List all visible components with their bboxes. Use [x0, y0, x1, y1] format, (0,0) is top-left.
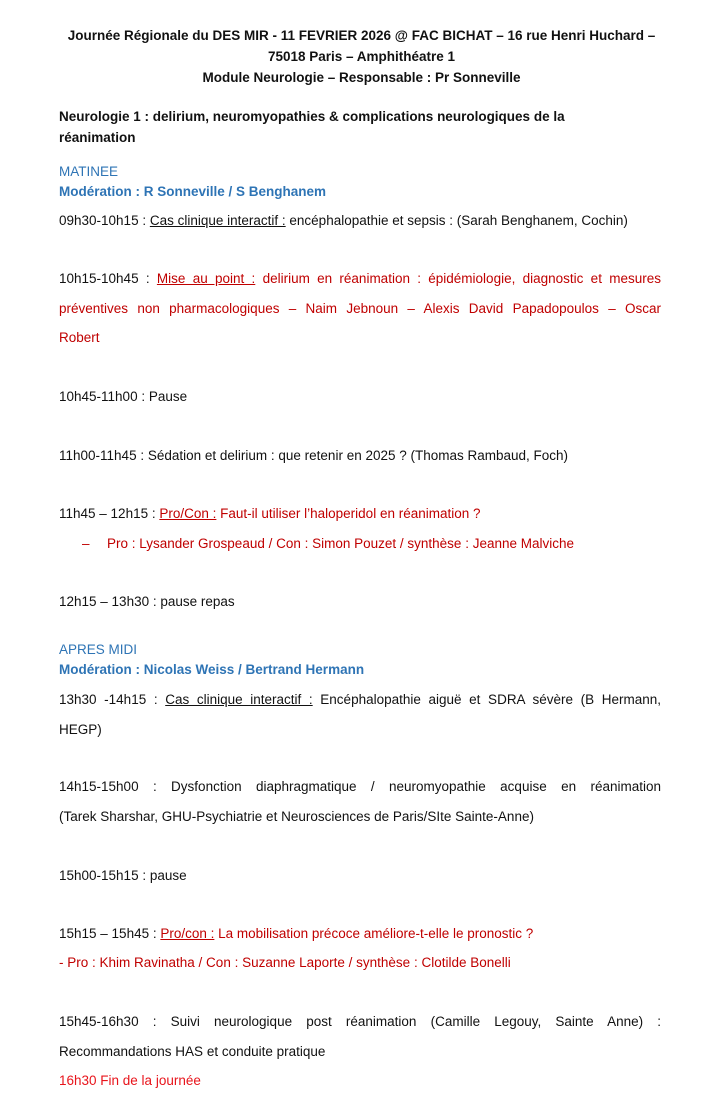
debate-speakers: – Pro : Lysander Grospeaud / Con : Simon Pouzet / synthèse : Jeanne Malviche: [82, 536, 575, 551]
morning-label: MATINEE: [59, 164, 119, 179]
schedule-item: 11h00-11h45 : Sédation et delirium : que retenir en 2025 ? (Thomas Rambaud, Foch): [59, 448, 569, 463]
schedule-item: 12h15 – 13h30 : pause repas: [59, 594, 235, 609]
schedule-item: 11h45 – 12h15 : Pro/Con : Faut-il utiliser l’haloperidol en réanimation ?: [59, 506, 481, 521]
schedule-item: 15h00-15h15 : pause: [59, 868, 187, 883]
end-of-day: 16h30 Fin de la journée: [59, 1073, 201, 1088]
schedule-item: 10h15-10h45 : Mise au point : delirium en réanimation : épidémiologie, diagnostic et mesures préventives non pharmacologiques – Naim Jebnoun – Alexis David Papadopoulos – Oscar Robert: [59, 271, 661, 345]
afternoon-moderation: Modération : Nicolas Weiss / Bertrand Hermann: [59, 662, 365, 677]
session-type: Pro/con :: [160, 926, 215, 941]
schedule-item: 14h15-15h00 : Dysfonction diaphragmatique / neuromyopathie acquise en réanimation (Tarek Sharshar, GHU-Psychiatrie et Neurosciences de Paris/SIte Sainte-Anne): [59, 779, 661, 824]
page-header: [40, 25, 683, 88]
header-line-2: 75018 Paris – Amphithéatre 1: [267, 49, 456, 64]
session-type: Cas clinique interactif :: [165, 692, 313, 707]
header-line-1: Journée Régionale du DES MIR - 11 FEVRIER 2026 @ FAC BICHAT – 16 rue Henri Huchard –: [67, 28, 656, 43]
schedule-item: 13h30 -14h15 : Cas clinique interactif : Encéphalopathie aiguë et SDRA sévère (B Hermann, HEGP): [59, 692, 661, 737]
module-title: Neurologie 1 : delirium, neuromyopathies & complications neurologiques de la réanimation: [59, 109, 565, 145]
session-type: Cas clinique interactif :: [149, 213, 286, 228]
afternoon-label: APRES MIDI: [59, 642, 138, 657]
dash-bullet: –: [82, 536, 90, 551]
session-type: Mise au point :: [156, 271, 256, 286]
morning-moderation: Modération : R Sonneville / S Benghanem: [59, 184, 327, 199]
schedule-item: 15h45-16h30 : Suivi neurologique post réanimation (Camille Legouy, Sainte Anne) : Recommandations HAS et conduite pratique: [59, 1014, 661, 1059]
schedule-item: 10h45-11h00 : Pause: [59, 389, 188, 404]
header-line-3: Module Neurologie – Responsable : Pr Sonneville: [202, 70, 521, 85]
debate-speakers: - Pro : Khim Ravinatha / Con : Suzanne Laporte / synthèse : Clotilde Bonelli: [59, 955, 511, 970]
schedule-item: 15h15 – 15h45 : Pro/con : La mobilisation précoce améliore-t-elle le pronostic ?: [59, 926, 534, 941]
schedule-item: 09h30-10h15 : Cas clinique interactif : encéphalopathie et sepsis : (Sarah Benghanem, Cochin): [59, 213, 628, 228]
session-type: Pro/Con :: [159, 506, 217, 521]
